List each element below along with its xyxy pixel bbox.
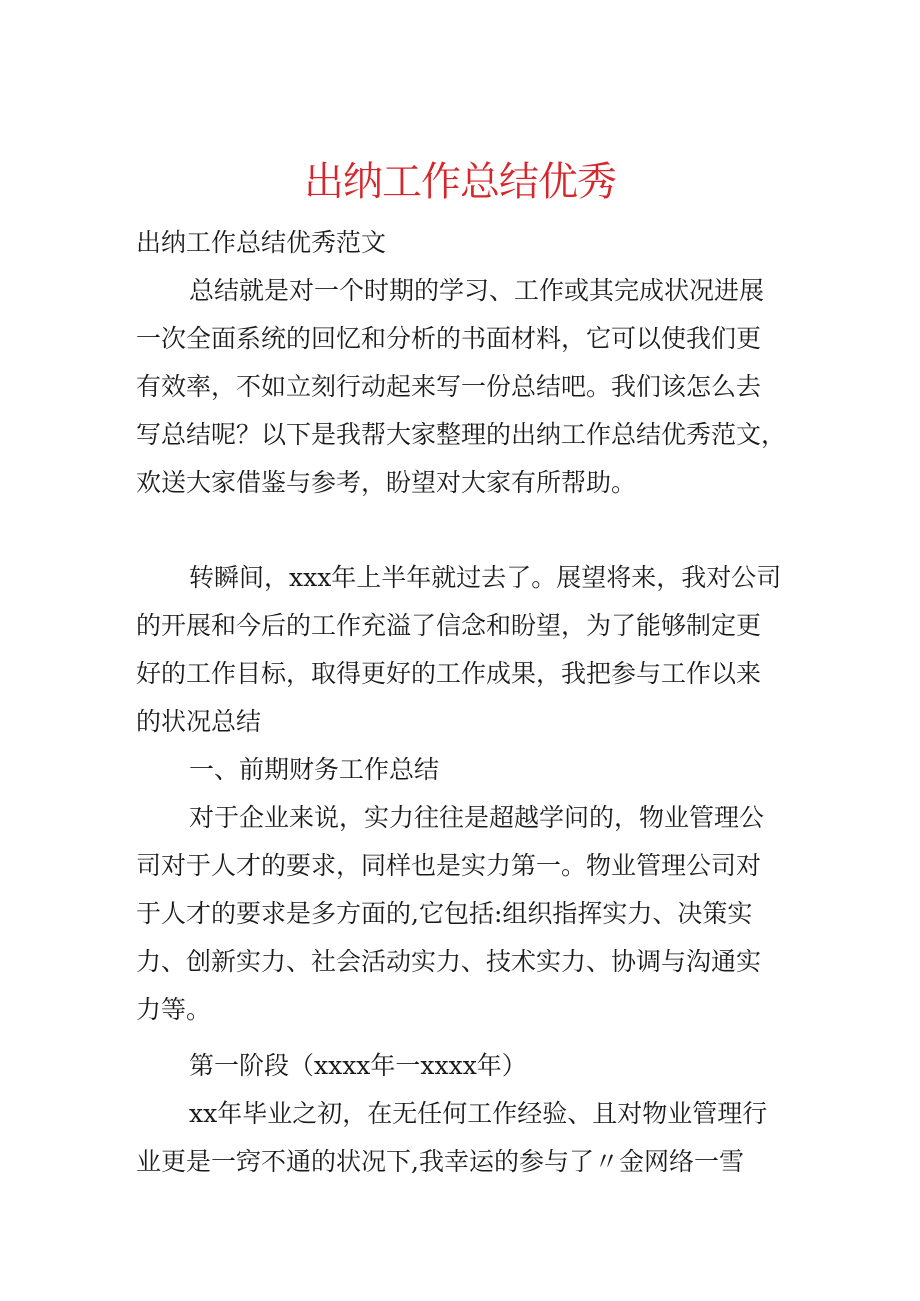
paragraph-line: 力、创新实力、社会活动实力、技术实力、协调与沟通实 [136, 947, 762, 976]
paragraph-line: 的状况总结 [136, 707, 262, 736]
paragraph-line: 转瞬间，xxx年上半年就过去了。展望将来，我对公司 [189, 563, 782, 592]
paragraph-line: 一次全面系统的回忆和分析的书面材料，它可以使我们更 [136, 324, 762, 353]
paragraph-line: xx年毕业之初，在无任何工作经验、且对物业管理行 [189, 1099, 768, 1128]
paragraph-line: 司对于人才的要求，同样也是实力第一。物业管理公司对 [136, 851, 762, 880]
paragraph-line: 总结就是对一个时期的学习、工作或其完成状况进展 [189, 276, 765, 305]
stage-heading: 第一阶段（xxxx年一xxxx年） [189, 1051, 527, 1080]
paragraph-line: 欢送大家借鉴与参考，盼望对大家有所帮助。 [136, 468, 637, 497]
paragraph-line: 好的工作目标，取得更好的工作成果，我把参与工作以来 [136, 659, 762, 688]
document-title: 出纳工作总结优秀 [304, 159, 616, 205]
section-heading: 一、前期财务工作总结 [189, 755, 440, 784]
paragraph-line: 有效率，不如立刻行动起来写一份总结吧。我们该怎么去 [136, 372, 762, 401]
paragraph-line: 对于企业来说，实力往往是超越学问的，物业管理公 [189, 803, 765, 832]
document-subtitle: 出纳工作总结优秀范文 [136, 228, 387, 257]
paragraph-line: 于人才的要求是多方面的,它包括:组织指挥实力、决策实 [136, 899, 753, 928]
paragraph-line: 力等。 [136, 995, 212, 1024]
paragraph-line: 业更是一窍不通的状况下,我幸运的参与了〃金网络一雪 [136, 1147, 744, 1176]
paragraph-line: 的开展和今后的工作充溢了信念和盼望，为了能够制定更 [136, 611, 762, 640]
paragraph-line: 写总结呢？以下是我帮大家整理的出纳工作总结优秀范文， [136, 420, 787, 449]
